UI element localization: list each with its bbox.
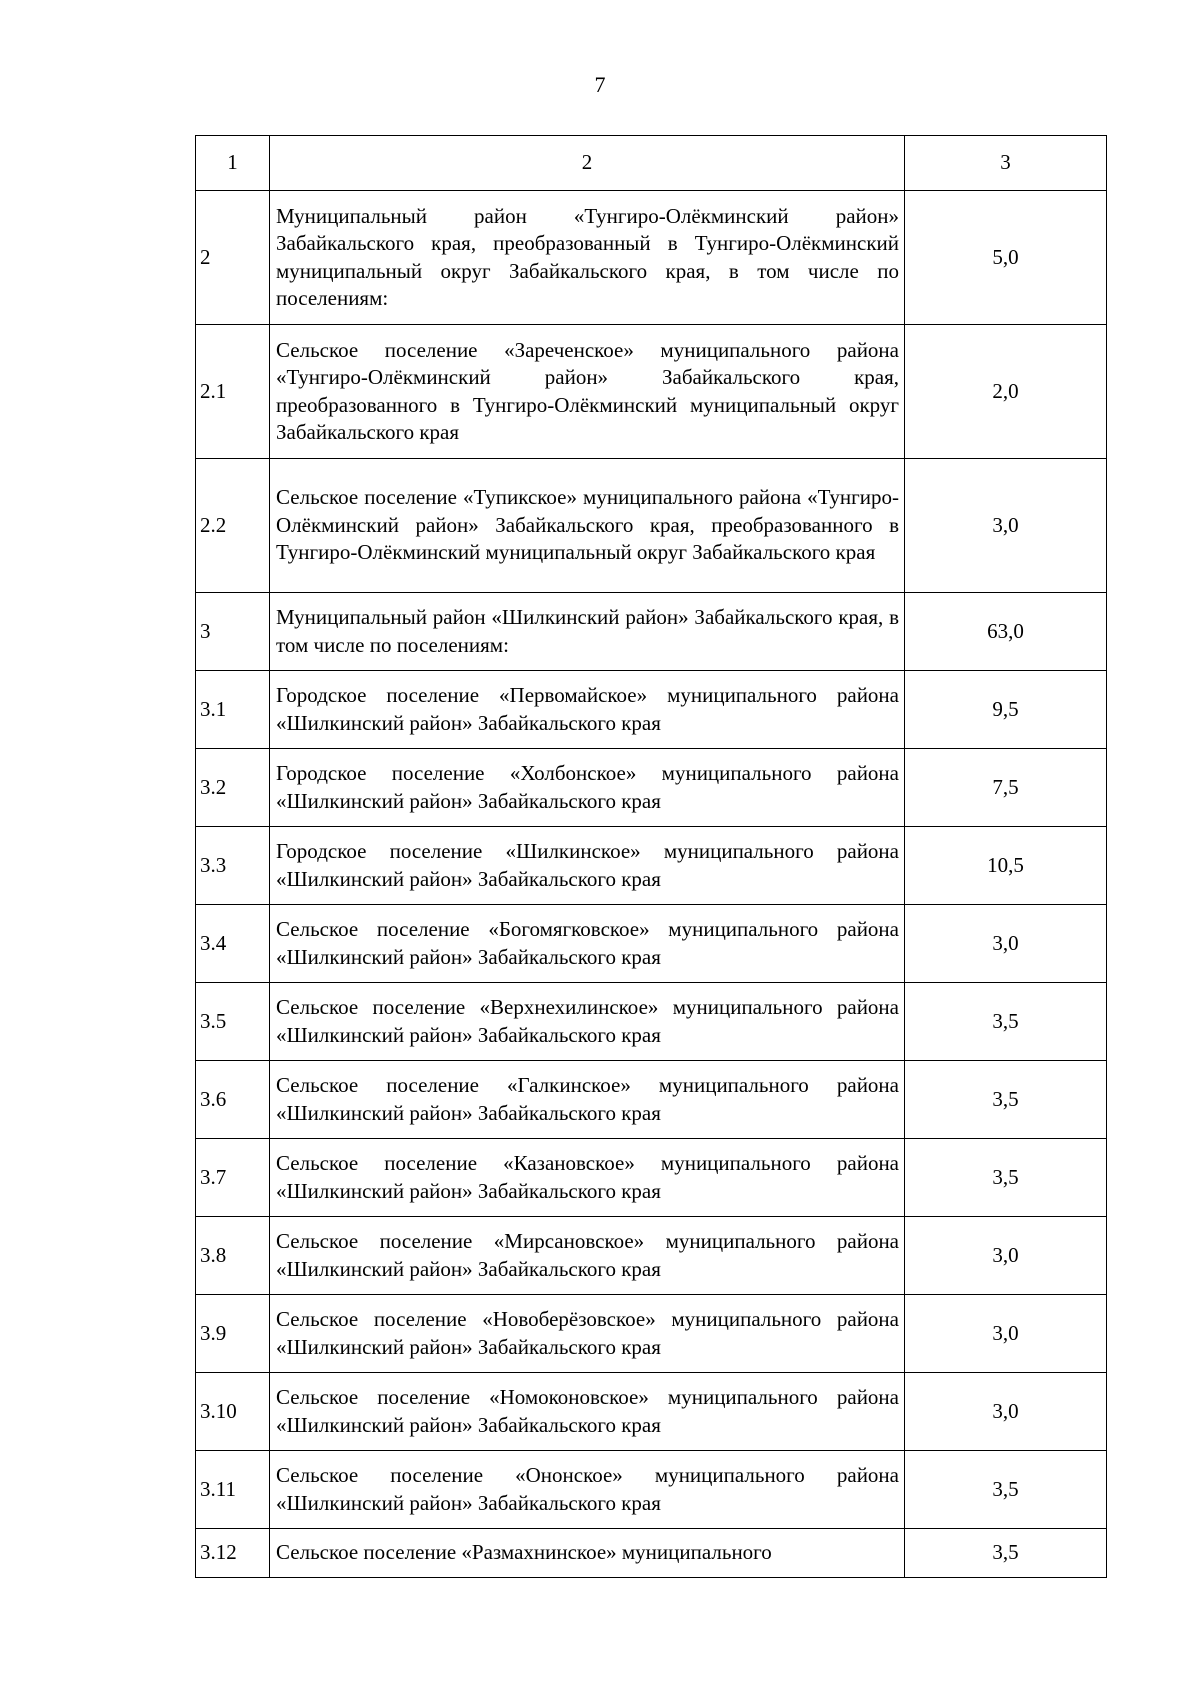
row-value: 63,0 — [905, 593, 1107, 671]
row-name: Городское поселение «Холбонское» муниципального района «Шилкинский район» Забайкальского края — [270, 749, 905, 827]
row-value: 3,5 — [905, 983, 1107, 1061]
row-number: 3.5 — [196, 983, 270, 1061]
row-number: 3.3 — [196, 827, 270, 905]
row-name: Сельское поселение «Зареченское» муниципального района «Тунгиро-Олёкминский район» Забайкальского края, преобразованного в Тунгиро-Олёкминский муниципальный округ Забайкальского края — [270, 325, 905, 459]
row-number: 3.7 — [196, 1139, 270, 1217]
row-value: 10,5 — [905, 827, 1107, 905]
table-row — [196, 671, 1107, 749]
row-value: 3,5 — [905, 1529, 1107, 1578]
table-row — [196, 905, 1107, 983]
row-name: Сельское поселение «Номоконовское» муниципального района «Шилкинский район» Забайкальского края — [270, 1373, 905, 1451]
table-row — [196, 459, 1107, 593]
page-number: 7 — [594, 72, 606, 97]
row-number: 3 — [196, 593, 270, 671]
row-value: 3,0 — [905, 1373, 1107, 1451]
row-value: 3,0 — [905, 905, 1107, 983]
table-row — [196, 1139, 1107, 1217]
table-row — [196, 1295, 1107, 1373]
row-name: Сельское поселение «Ононское» муниципального района «Шилкинский район» Забайкальского края — [270, 1451, 905, 1529]
row-name: Сельское поселение «Верхнехилинское» муниципального района «Шилкинский район» Забайкальского края — [270, 983, 905, 1061]
table-row — [196, 983, 1107, 1061]
row-number: 3.6 — [196, 1061, 270, 1139]
row-name: Муниципальный район «Тунгиро-Олёкминский район» Забайкальского края, преобразованный в Тунгиро-Олёкминский муниципальный округ Забайкальского края, в том числе по поселениям: — [270, 191, 905, 325]
row-number: 3.11 — [196, 1451, 270, 1529]
row-name: Сельское поселение «Галкинское» муниципального района «Шилкинский район» Забайкальского края — [270, 1061, 905, 1139]
row-value: 3,0 — [905, 459, 1107, 593]
row-name: Сельское поселение «Мирсановское» муниципального района «Шилкинский район» Забайкальского края — [270, 1217, 905, 1295]
row-value: 3,5 — [905, 1061, 1107, 1139]
row-value: 3,0 — [905, 1217, 1107, 1295]
row-name: Сельское поселение «Тупикское» муниципального района «Тунгиро-Олёкминский район» Забайкальского края, преобразованного в Тунгиро-Олёкминский муниципальный округ Забайкальского края — [270, 459, 905, 593]
row-number: 3.12 — [196, 1529, 270, 1578]
row-name: Городское поселение «Первомайское» муниципального района «Шилкинский район» Забайкальского края — [270, 671, 905, 749]
table-row — [196, 191, 1107, 325]
table-row — [196, 1061, 1107, 1139]
row-value: 3,5 — [905, 1139, 1107, 1217]
row-number: 2.2 — [196, 459, 270, 593]
header-col-1: 1 — [196, 136, 270, 191]
row-value: 3,5 — [905, 1451, 1107, 1529]
row-name: Сельское поселение «Размахнинское» муниципального — [270, 1529, 905, 1578]
row-value: 2,0 — [905, 325, 1107, 459]
table-row — [196, 1529, 1107, 1578]
row-name: Сельское поселение «Казановское» муниципального района «Шилкинский район» Забайкальского края — [270, 1139, 905, 1217]
table-row — [196, 1373, 1107, 1451]
row-value: 3,0 — [905, 1295, 1107, 1373]
header-col-3: 3 — [905, 136, 1107, 191]
header-col-2: 2 — [270, 136, 905, 191]
row-name: Сельское поселение «Новоберёзовское» муниципального района «Шилкинский район» Забайкальского края — [270, 1295, 905, 1373]
row-value: 7,5 — [905, 749, 1107, 827]
table-row — [196, 749, 1107, 827]
row-name: Сельское поселение «Богомягковское» муниципального района «Шилкинский район» Забайкальского края — [270, 905, 905, 983]
row-number: 3.9 — [196, 1295, 270, 1373]
table-row — [196, 1217, 1107, 1295]
row-value: 9,5 — [905, 671, 1107, 749]
row-number: 2 — [196, 191, 270, 325]
allocation-table — [195, 135, 1107, 1578]
table-row — [196, 325, 1107, 459]
table-row — [196, 593, 1107, 671]
row-name: Городское поселение «Шилкинское» муниципального района «Шилкинский район» Забайкальского края — [270, 827, 905, 905]
row-number: 3.10 — [196, 1373, 270, 1451]
table-header-row — [196, 136, 1107, 191]
row-name: Муниципальный район «Шилкинский район» Забайкальского края, в том числе по поселениям: — [270, 593, 905, 671]
row-number: 3.2 — [196, 749, 270, 827]
row-number: 3.4 — [196, 905, 270, 983]
row-number: 3.8 — [196, 1217, 270, 1295]
table-row — [196, 1451, 1107, 1529]
row-number: 2.1 — [196, 325, 270, 459]
row-value: 5,0 — [905, 191, 1107, 325]
table-row — [196, 827, 1107, 905]
row-number: 3.1 — [196, 671, 270, 749]
